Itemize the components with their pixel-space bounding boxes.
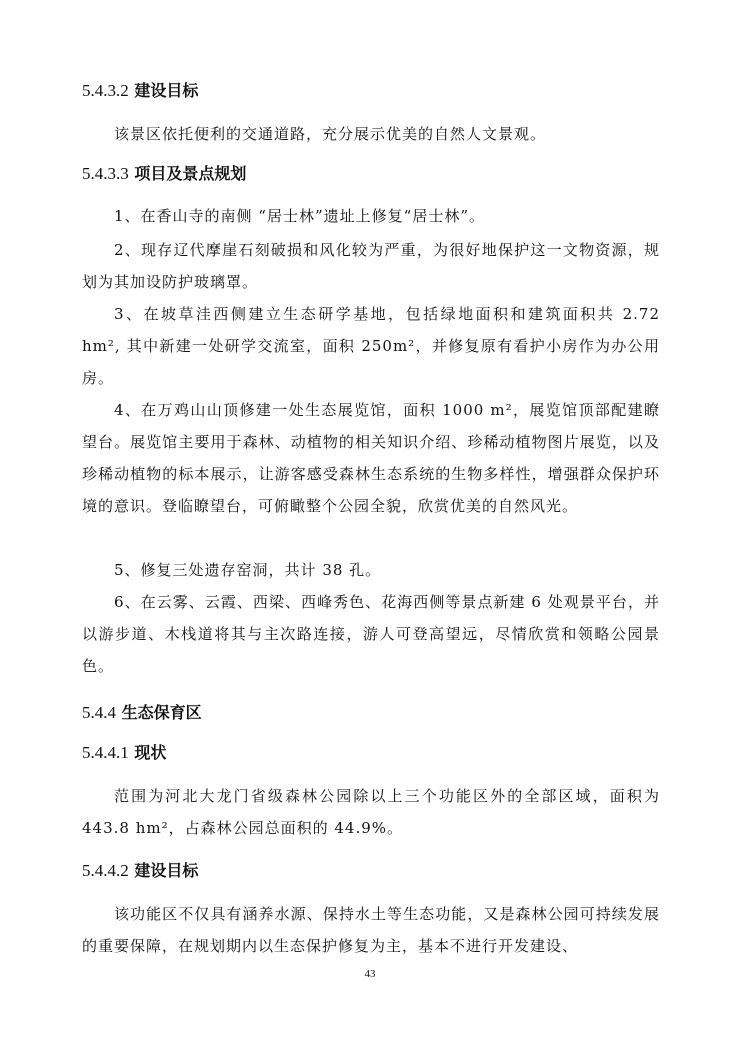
section-heading-5-4-4: 5.4.4 生态保育区: [82, 703, 202, 722]
section-heading-5-4-3-2: 5.4.3.2 建设目标: [82, 81, 199, 100]
page-number: 43: [364, 968, 376, 980]
paragraph: 该功能区不仅具有涵养水源、保持水土等生态功能，又是森林公园可持续发展的重要保障，在规划期内以生态保护修复为主，基本不进行开发建设、: [82, 905, 660, 955]
paragraph: 6、在云雾、云霞、西梁、西峰秀色、花海西侧等景点新建 6 处观景平台，并以游步道、木栈道将其与主次路连接，游人可登高望远，尽情欣赏和领略公园景色。: [82, 593, 660, 675]
paragraph: 2、现存辽代摩崖石刻破损和风化较为严重，为很好地保护这一文物资源，规划为其加设防护玻璃罩。: [82, 241, 660, 291]
paragraph: 3、在坡草洼西侧建立生态研学基地，包括绿地面积和建筑面积共 2.72 hm², 其中新建一处研学交流室，面积 250m²，并修复原有看护小房作为办公用房。: [82, 305, 660, 387]
paragraph: 范围为河北大龙门省级森林公园除以上三个功能区外的全部区域，面积为 443.8 hm²，占森林公园总面积的 44.9%。: [82, 787, 660, 837]
paragraph: 该景区依托便利的交通道路，充分展示优美的自然人文景观。: [114, 125, 547, 143]
paragraph: 4、在万鸡山山顶修建一处生态展览馆，面积 1000 m²，展览馆顶部配建瞭望台。展览馆主要用于森林、动植物的相关知识介绍、珍稀动植物图片展览，以及珍稀动植物的标本展示，让游客感受森林生态系统的生物多样性，增强群众保护环境的意识。登临瞭望台，可俯瞰整个公园全貌，欣赏优美的自然风光。: [82, 401, 660, 515]
section-heading-5-4-4-2: 5.4.4.2 建设目标: [82, 861, 199, 880]
paragraph: 1、在香山寺的南侧 “居士林”遗址上修复“居士林”。: [114, 207, 485, 225]
section-heading-5-4-3-3: 5.4.3.3 项目及景点规划: [82, 164, 247, 183]
paragraph: 5、修复三处遗存窑洞，共计 38 孔。: [114, 561, 382, 579]
section-heading-5-4-4-1: 5.4.4.1 现状: [82, 743, 167, 762]
